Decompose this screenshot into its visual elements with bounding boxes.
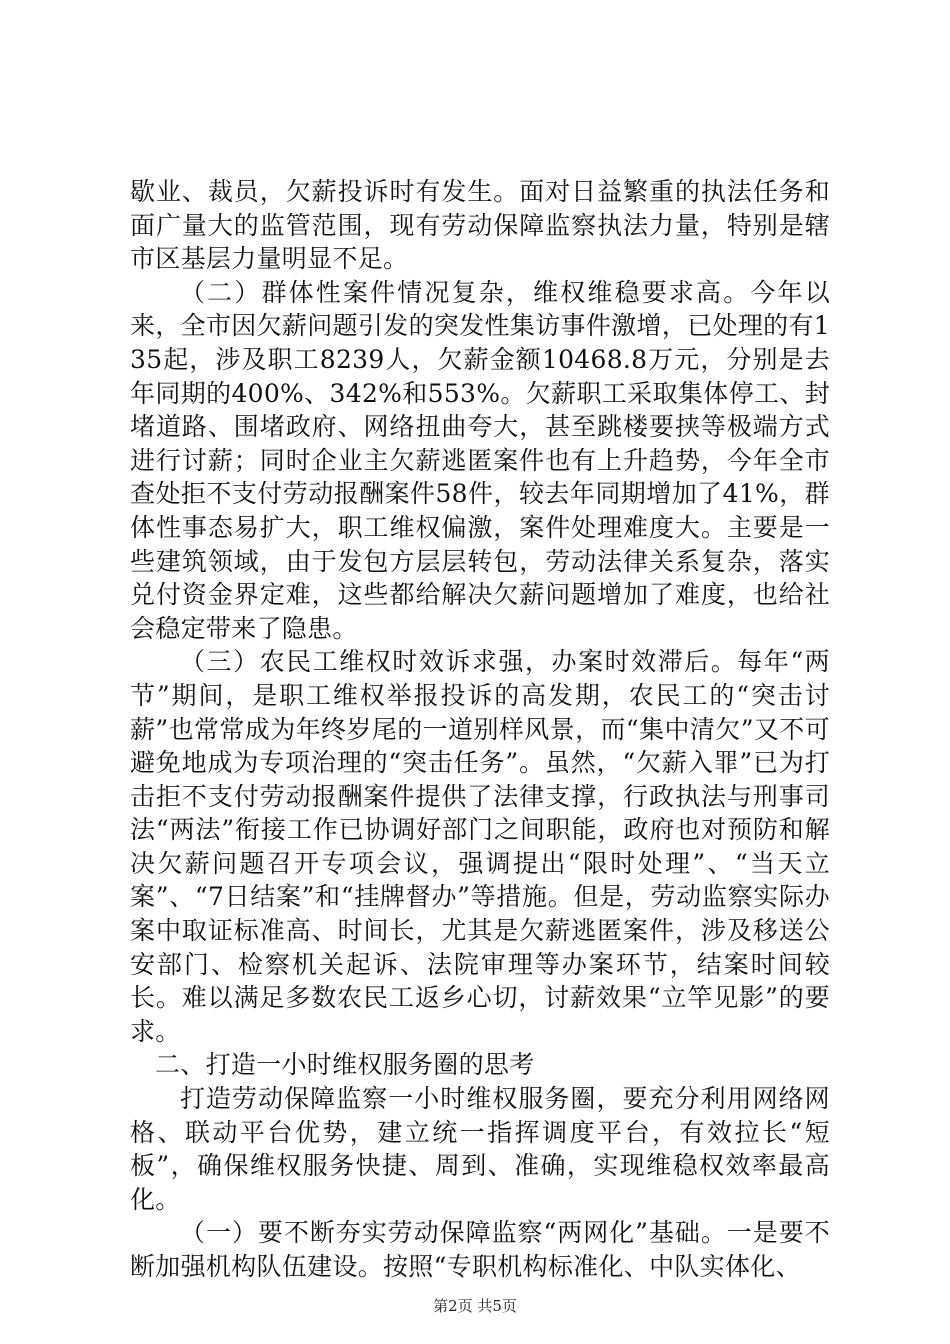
paragraph-section-three: （三）农民工维权时效诉求强，办案时效滞后。每年“两节”期间，是职工维权举报投诉的高发期，农民工的“突击讨薪”也常常成为年终岁尾的一道别样风景，而“集中清欠”又不可避免地成为专项治理的“突击任务”。虽然，“欠薪入罪”已为打击拒不支付劳动报酬案件提供了法律支撑，行政执法与刑事司法“两法”衔接工作已协调好部门之间职能，政府也对预防和解决欠薪问题召开专项会议，强调提出“限时处理”、“当天立案”、“7日结案”和“挂牌督办”等措施。但是，劳动监察实际办案中取证标准高、时间长，尤其是欠薪逃匿案件，涉及移送公安部门、检察机关起诉、法院审理等办案环节，结案时间较长。难以满足多数农民工返乡心切，讨薪效果“立竿见影”的要求。 xyxy=(130,647,830,1046)
paragraph-subsection-one: （一）要不断夯实劳动保障监察“两网化”基础。一是要不断加强机构队伍建设。按照“专职机构标准化、中队实体化、 xyxy=(130,1218,830,1281)
paragraph-section-two: （二）群体性案件情况复杂，维权维稳要求高。今年以来，全市因欠薪问题引发的突发性集访事件激增，已处理的有135起，涉及职工8239人，欠薪金额10468.8万元，分别是去年同期的400%、342%和553%。欠薪职工采取集体停工、封堵道路、围堵政府、网络扭曲夸大，甚至跳楼要挟等极端方式进行讨薪；同时企业主欠薪逃匿案件也有上升趋势，今年全市查处拒不支付劳动报酬案件58件，较去年同期增加了41%，群体性事态易扩大，职工维权偏激，案件处理难度大。主要是一些建筑领域，由于发包方层层转包，劳动法律关系复杂，落实兑付资金界定难，这些都给解决欠薪问题增加了难度，也给社会稳定带来了隐患。 xyxy=(130,277,830,643)
paragraph-continuation: 歇业、裁员，欠薪投诉时有发生。面对日益繁重的执法任务和面广量大的监管范围，现有劳动保障监察执法力量，特别是辖市区基层力量明显不足。 xyxy=(130,177,830,274)
page-number-footer: 第2页 共5页 xyxy=(433,1297,517,1315)
paragraph-intro: 打造劳动保障监察一小时维权服务圈，要充分利用网络网格、联动平台优势，建立统一指挥调度平台，有效拉长“短板”，确保维权服务快捷、周到、准确，实现维稳权效率最高化。 xyxy=(130,1084,830,1214)
document-body xyxy=(130,175,830,1284)
section-heading: 二、打造一小时维权服务圈的思考 xyxy=(155,1050,535,1080)
